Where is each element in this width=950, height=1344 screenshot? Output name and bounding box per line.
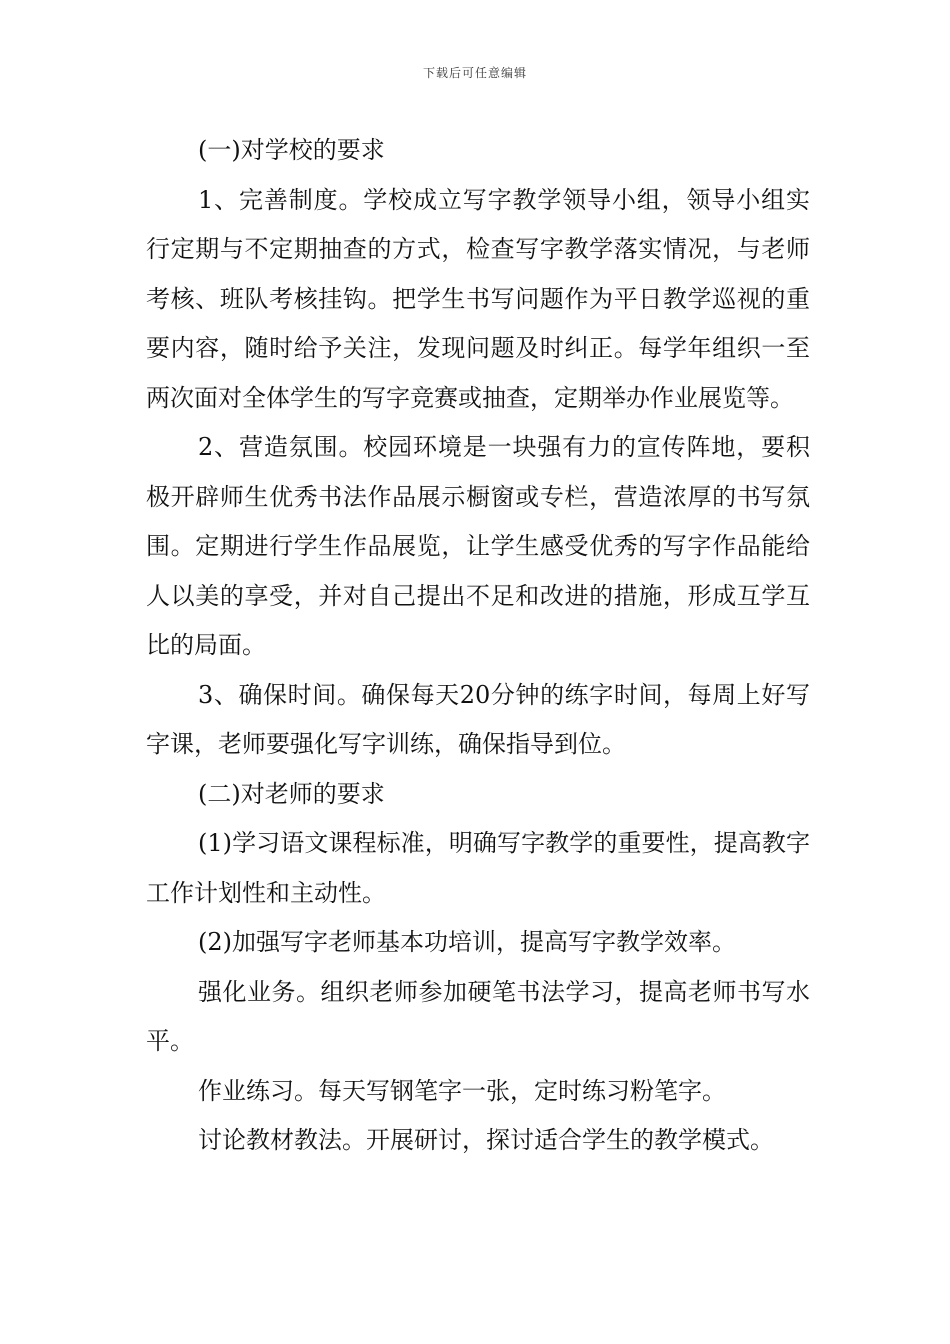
paragraph-improve-system: 1、完善制度。学校成立写字教学领导小组，领导小组实行定期与不定期抽查的方式，检查写字教学落实情况，与老师考核、班队考核挂钩。把学生书写问题作为平日教学巡视的重要内容，随时给予关注，发现问题及时纠正。每学年组织一至两次面对全体学生的写字竞赛或抽查，定期举办作业展览等。 [146,185,810,412]
section-heading-school: (一)对学校的要求 [198,136,385,164]
paragraph-create-atmosphere: 2、营造氛围。校园环境是一块强有力的宣传阵地，要积极开辟师生优秀书法作品展示橱窗或专栏，营造浓厚的书写氛围。定期进行学生作品展览，让学生感受优秀的写字作品能给人以美的享受，并对自己提出不足和改进的措施，形成互学互比的局面。 [146,433,810,659]
paragraph-homework-practice: 作业练习。每天写钢笔字一张，定时练习粉笔字。 [198,1076,726,1105]
section-heading-teacher: (二)对老师的要求 [198,779,385,808]
paragraph-teaching-methods: 讨论教材教法。开展研讨，探讨适合学生的教学模式。 [198,1126,774,1154]
paragraph-study-standards: (1)学习语文课程标准，明确写字教学的重要性，提高教字工作计划性和主动性。 [146,829,810,907]
header-note: 下载后可任意编辑 [422,66,527,80]
paragraph-teacher-training: (2)加强写字老师基本功培训，提高写字教学效率。 [198,928,736,956]
paragraph-strengthen-business: 强化业务。组织老师参加硬笔书法学习，提高老师书写水平。 [146,977,810,1055]
paragraph-ensure-time: 3、确保时间。确保每天20分钟的练字时间，每周上好写字课，老师要强化写字训练，确保指导到位。 [146,680,810,758]
document-body [146,126,810,1166]
